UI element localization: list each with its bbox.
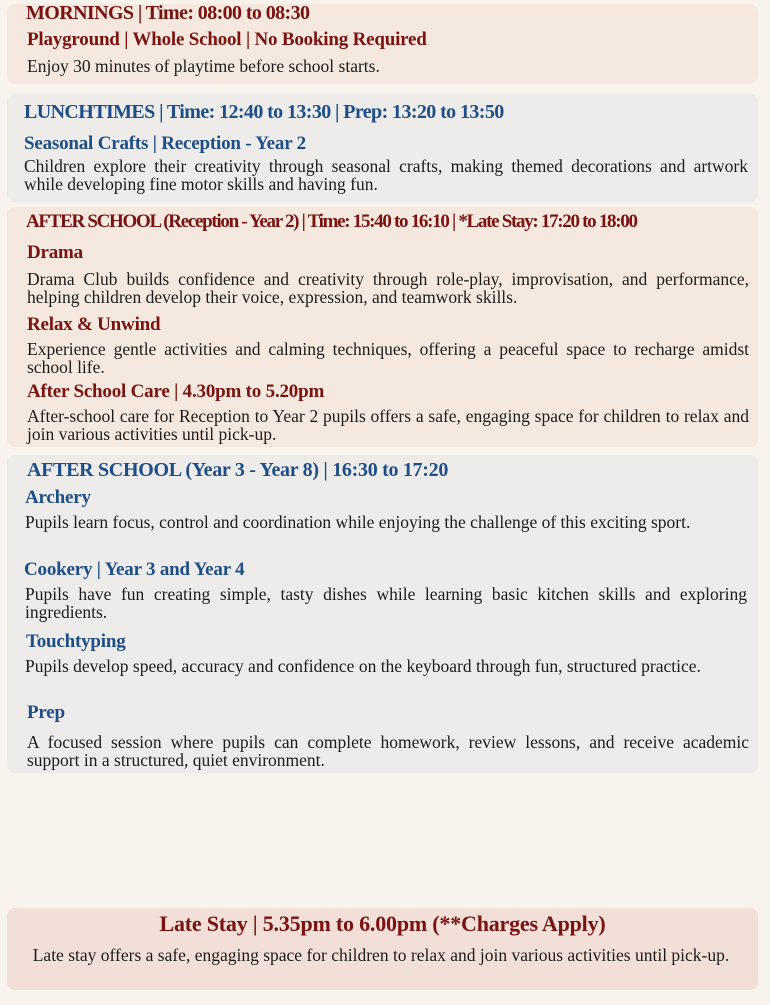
activity-description-prep: A focused session where pupils can complete homework, review lessons, and receive academic support in a structured, quiet environment.: [27, 732, 749, 770]
activity-title-prep: Prep: [27, 702, 65, 723]
late-stay-heading: Late Stay | 5.35pm to 6.00pm (**Charges Apply): [159, 911, 606, 936]
mornings-description: Enjoy 30 minutes of playtime before school starts.: [27, 56, 380, 76]
mornings-activity-title: Playground | Whole School | No Booking Required: [27, 29, 427, 50]
activity-title-cookery: Cookery | Year 3 and Year 4: [24, 559, 245, 580]
activity-description-drama: Drama Club builds confidence and creativity through role-play, improvisation, and performance, helping children develop their voice, expression, and teamwork skills.: [27, 269, 749, 307]
activity-title-archery: Archery: [25, 487, 91, 508]
mornings-heading: MORNINGS | Time: 08:00 to 08:30: [26, 2, 310, 24]
after-school-senior-heading: AFTER SCHOOL (Year 3 - Year 8) | 16:30 to 17:20: [27, 459, 449, 481]
activity-title-drama: Drama: [27, 242, 83, 263]
activity-title-after-school-care: After School Care | 4.30pm to 5.20pm: [27, 381, 325, 402]
activity-description-cookery: Pupils have fun creating simple, tasty dishes while learning basic kitchen skills and exploring ingredients.: [25, 584, 747, 622]
lunchtimes-heading: LUNCHTIMES | Time: 12:40 to 13:30 | Prep: 13:20 to 13:50: [24, 101, 504, 123]
activity-title-touchtyping: Touchtyping: [26, 631, 126, 652]
after-school-junior-heading: AFTER SCHOOL (Reception - Year 2) | Time: 15:40 to 16:10 | *Late Stay: 17:20 to 18:00: [26, 211, 637, 232]
activity-description-touchtyping: Pupils develop speed, accuracy and confidence on the keyboard through fun, structured practice.: [25, 656, 701, 676]
late-stay-description: Late stay offers a safe, engaging space for children to relax and join various activities until pick-up.: [32, 945, 730, 965]
activity-description-after-school-care: After-school care for Reception to Year 2 pupils offers a safe, engaging space for children to relax and join various activities until pick-up.: [27, 406, 749, 444]
activity-title-relax-unwind: Relax & Unwind: [27, 314, 161, 335]
lunchtimes-description: Children explore their creativity through seasonal crafts, making themed decorations and artwork while developing fine motor skills and having fun.: [24, 156, 748, 194]
lunchtimes-activity-title: Seasonal Crafts | Reception - Year 2: [24, 133, 306, 154]
activity-description-archery: Pupils learn focus, control and coordination while enjoying the challenge of this exciting sport.: [25, 512, 691, 532]
activity-description-relax-unwind: Experience gentle activities and calming techniques, offering a peaceful space to recharge amidst school life.: [27, 339, 749, 377]
